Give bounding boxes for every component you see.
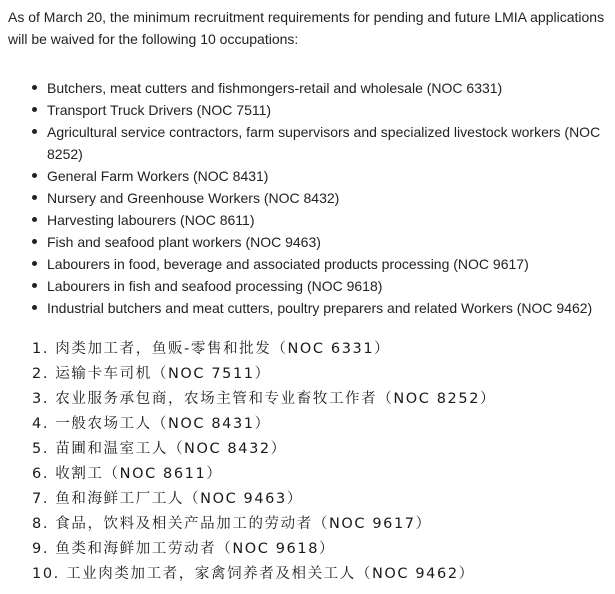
list-item	[47, 165, 612, 187]
bullet-icon	[32, 173, 37, 178]
list-item: 10. 工业肉类加工者，家禽饲养者及相关工人（NOC 9462）	[32, 566, 475, 582]
occupation-text: Labourers in food, beverage and associated products processing (NOC 9617)	[47, 256, 529, 272]
list-item: 4. 一般农场工人（NOC 8431）	[32, 416, 271, 432]
list-item: 3. 农业服务承包商，农场主管和专业畜牧工作者（NOC 8252）	[32, 391, 497, 407]
list-item	[47, 187, 612, 209]
list-item: 2. 运输卡车司机（NOC 7511）	[32, 366, 271, 382]
occupation-text: Labourers in fish and seafood processing (NOC 9618)	[47, 278, 383, 294]
occupation-text: Butchers, meat cutters and fishmongers-retail and wholesale (NOC 6331)	[47, 80, 503, 96]
list-item	[47, 77, 612, 99]
bullet-icon	[32, 85, 37, 90]
bullet-icon	[32, 217, 37, 222]
occupation-text: Fish and seafood plant workers (NOC 9463)	[47, 234, 321, 250]
occupation-text: Industrial butchers and meat cutters, poultry preparers and related Workers (NOC 9462)	[47, 300, 593, 316]
list-item: 9. 鱼类和海鲜加工劳动者（NOC 9618）	[32, 541, 336, 557]
occupation-text: Transport Truck Drivers (NOC 7511)	[47, 102, 272, 118]
bullet-icon	[32, 129, 37, 134]
list-item: 8. 食品，饮料及相关产品加工的劳动者（NOC 9617）	[32, 516, 432, 532]
intro-paragraph: As of March 20, the minimum recruitment requirements for pending and future LMIA applications will be waived for the following 10 occupations:	[8, 9, 605, 47]
english-occupation-list	[0, 77, 612, 319]
occupation-text: General Farm Workers (NOC 8431)	[47, 168, 269, 184]
list-item: 7. 鱼和海鲜工厂工人（NOC 9463）	[32, 491, 303, 507]
list-item	[47, 297, 612, 319]
list-item: 1. 肉类加工者，鱼贩-零售和批发（NOC 6331）	[32, 341, 391, 357]
bullet-icon	[32, 261, 37, 266]
bullet-icon	[32, 239, 37, 244]
bullet-icon	[32, 195, 37, 200]
occupation-text: Harvesting labourers (NOC 8611)	[47, 212, 255, 228]
list-item	[47, 275, 612, 297]
list-item	[47, 209, 612, 231]
list-item	[47, 253, 612, 275]
chinese-occupation-list	[0, 337, 612, 587]
list-item: 5. 苗圃和温室工人（NOC 8432）	[32, 441, 287, 457]
bullet-icon	[32, 107, 37, 112]
list-item	[47, 231, 612, 253]
list-item: 6. 收割工（NOC 8611）	[32, 466, 223, 482]
list-item	[47, 121, 612, 165]
occupation-text: Nursery and Greenhouse Workers (NOC 8432)	[47, 190, 340, 206]
bullet-icon	[32, 305, 37, 310]
bullet-icon	[32, 283, 37, 288]
occupation-text: Agricultural service contractors, farm supervisors and specialized livestock workers (NOC 8252)	[47, 124, 601, 162]
list-item	[47, 99, 612, 121]
